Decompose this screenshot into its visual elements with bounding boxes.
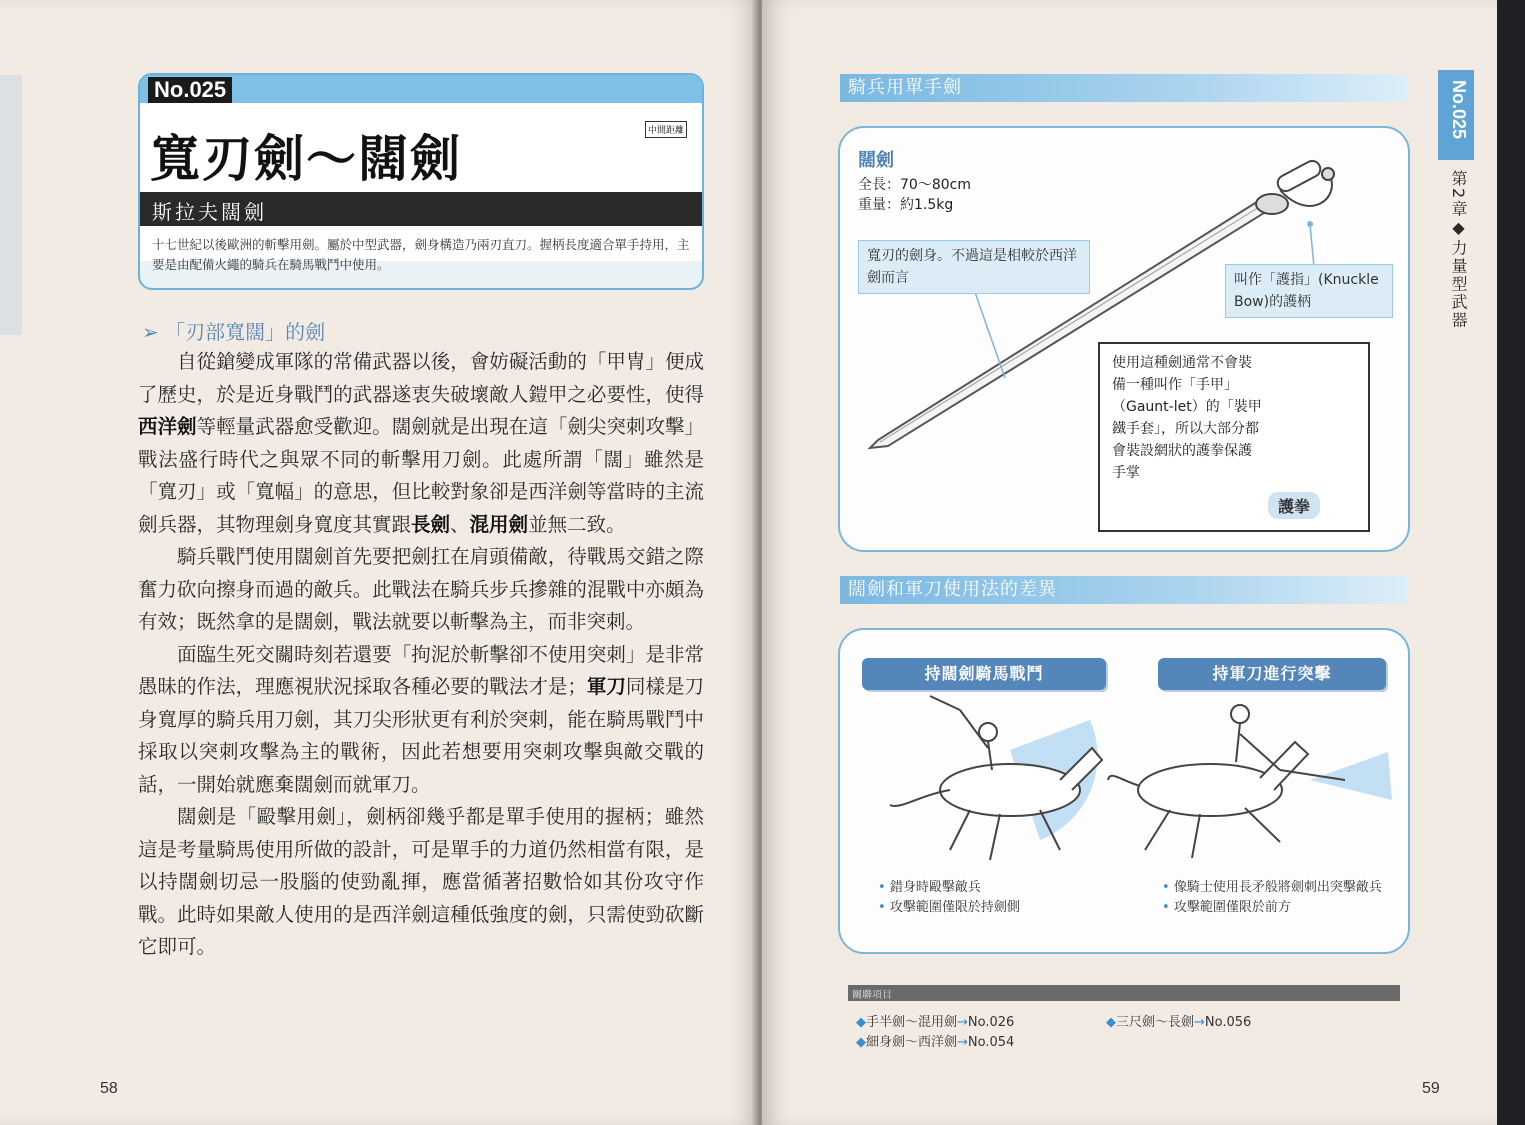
entry-summary: 十七世紀以後歐洲的斬擊用劍。屬於中型武器，劍身構造乃兩刃直刀。握柄長度適合單手持用，主要是由配備火繩的騎兵在騎馬戰鬥中使用。 — [152, 237, 690, 272]
text-run: 面臨生死交關時刻若還要「拘泥於斬擊卻不使用突刺」是非常愚昧的作法，理應視狀況採取各種必要的戰法才是； — [138, 642, 704, 698]
related-link-2[interactable]: ◆三尺劍～長劍→No.056 — [1106, 1015, 1252, 1030]
page-title: 寬刃劍～闊劍 — [150, 129, 462, 188]
bullet-item: • 像騎士使用長矛般將劍刺出突擊敵兵 — [1162, 880, 1382, 895]
diamond-icon: ◆ — [856, 1035, 866, 1050]
page-number-left: 58 — [100, 1080, 118, 1097]
body-text — [138, 346, 704, 964]
text-run: 自從鎗變成軍隊的常備武器以後，會妨礙活動的「甲冑」便成了歷史，於是近身戰鬥的武器遂衷失破壞敵人鎧甲之必要性，使得 — [138, 350, 704, 406]
section-heading — [142, 316, 325, 345]
horse-body-right — [1138, 764, 1282, 816]
page-subtitle: 斯拉夫闊劍 — [152, 200, 267, 224]
spec-length: 全長：70～80cm — [858, 177, 971, 193]
basket-guard-label: 護拳 — [1268, 492, 1320, 519]
paragraph: 闊劍是「毆擊用劍」，劍柄卻幾乎都是單手使用的握柄；雖然這是考量騎馬使用所做的設計，可是單手的力道仍然相當有限，是以持闊劍切忌一股腦的使勁亂揮，應當循著招數恰如其份攻守作戰。此時如果敵人使用的是西洋劍這種低強度的劍，只需使勁砍斷它即可。 — [138, 805, 704, 958]
text-run: 、 — [450, 512, 470, 536]
term-bold: 長劍 — [411, 512, 451, 536]
arrow-icon: ➢ — [142, 320, 159, 344]
pommel — [1322, 168, 1334, 180]
paragraph: 騎兵戰鬥使用闊劍首先要把劍扛在肩頭備敵，待戰馬交錯之際奮力砍向擦身而過的敵兵。此戰法在騎兵步兵摻雜的混戰中亦頗為有效；既然拿的是闊劍，戰法就要以斬擊為主，而非突刺。 — [138, 545, 704, 633]
entry-number-badge: No.025 — [148, 77, 232, 103]
term-bold: 軍刀 — [586, 675, 626, 698]
mode-right-bullets — [1162, 878, 1382, 918]
usage-panel — [838, 628, 1410, 954]
sword-panel — [838, 126, 1410, 552]
text-run: 並無二致。 — [528, 512, 626, 536]
related-link-3[interactable]: ◆細身劍～西洋劍→No.054 — [856, 1035, 1015, 1050]
rider-body-right — [1236, 723, 1280, 770]
diamond-icon: ◆ — [1106, 1015, 1116, 1030]
sword-name: 闊劍 — [858, 150, 894, 171]
page-number-right: 59 — [1422, 1080, 1440, 1097]
text-run: 同樣是刀身寬厚的騎兵用刀劍，其刀尖形狀更有利於突刺，能在騎馬戰鬥中採取以突刺攻擊為主的戰術，因此若想要用突刺攻擊與敵交戰的話，一開始就應棄闊劍而就軍刀。 — [138, 675, 704, 796]
rider-head-right — [1231, 705, 1249, 723]
knuckle-bow-callout: 叫作「護指」(Knuckle Bow)的護柄 — [1225, 264, 1393, 318]
horse-tail-left — [890, 790, 950, 806]
gauntlet-note — [1098, 342, 1370, 532]
book-cover-edge — [1497, 0, 1525, 1125]
bullet-item: • 錯身時毆擊敵兵 — [878, 880, 981, 895]
section-heading-text: 「刃部寬闊」的劍 — [165, 320, 326, 344]
term-bold: 西洋劍 — [138, 415, 197, 438]
horse-body-left — [940, 764, 1080, 816]
related-link-1[interactable]: ◆手半劍～混用劍→No.026 — [856, 1015, 1015, 1030]
bullet-item: • 攻擊範圍僅限於持劍側 — [878, 900, 1020, 915]
range-tag: 中間距離 — [645, 121, 687, 138]
page-edge-strip — [0, 75, 22, 335]
bullet-item: • 攻擊範圍僅限於前方 — [1162, 900, 1291, 915]
term-bold: 混用劍 — [469, 512, 529, 536]
spec-weight: 重量：約1.5kg — [858, 197, 954, 213]
mode-pill-saber: 持軍刀進行突擊 — [1158, 658, 1386, 690]
horse-head-right — [1260, 742, 1308, 790]
mode-left-bullets — [878, 878, 1020, 918]
paragraph — [138, 346, 704, 541]
leader-dot — [1307, 221, 1313, 227]
blade-callout: 寬刃的劍身。不過這是相較於西洋劍而言 — [858, 240, 1090, 294]
arrow-right-icon: → — [1194, 1015, 1205, 1030]
section-bar-sword: 騎兵用單手劍 — [840, 74, 1408, 102]
grip-shape — [1275, 158, 1323, 194]
related-tag: 關聯項目 — [852, 990, 892, 1001]
mode-pill-broadsword: 持闊劍騎馬戰鬥 — [862, 658, 1106, 690]
text-run: 等輕量武器愈受歡迎。闊劍就是出現在這「劍尖突刺攻擊」戰法盛行時代之與眾不同的斬擊用刀劍。此處所謂「闊」雖然是「寬刃」或「寬幅」的意思，但比較對象卻是西洋劍等當時的主流劍兵器，其物理劍身寬度其實跟 — [138, 415, 704, 536]
diamond-icon: ◆ — [856, 1015, 866, 1030]
paragraph — [138, 639, 704, 802]
side-entry-number: No.025 — [1449, 80, 1469, 140]
broadsword-left — [930, 696, 960, 710]
side-chapter-label: 第2章◆力量型武器 — [1449, 170, 1468, 330]
left-page — [0, 0, 758, 1125]
note-text: 使用這種劍通常不會裝備一種叫作「手甲」（Gaunt-let）的「裝甲鐵手套」，所以大部分都會裝設網狀的護拳保護手掌 — [1112, 355, 1262, 481]
entry-header — [138, 73, 704, 290]
related-bar — [848, 985, 1400, 1001]
horse-tail-right — [1108, 776, 1140, 786]
arrow-right-icon: → — [957, 1015, 968, 1030]
section-bar-usage: 闊劍和軍刀使用法的差異 — [840, 576, 1408, 604]
arrow-right-icon: → — [957, 1035, 968, 1050]
guard-shape — [1256, 194, 1288, 214]
